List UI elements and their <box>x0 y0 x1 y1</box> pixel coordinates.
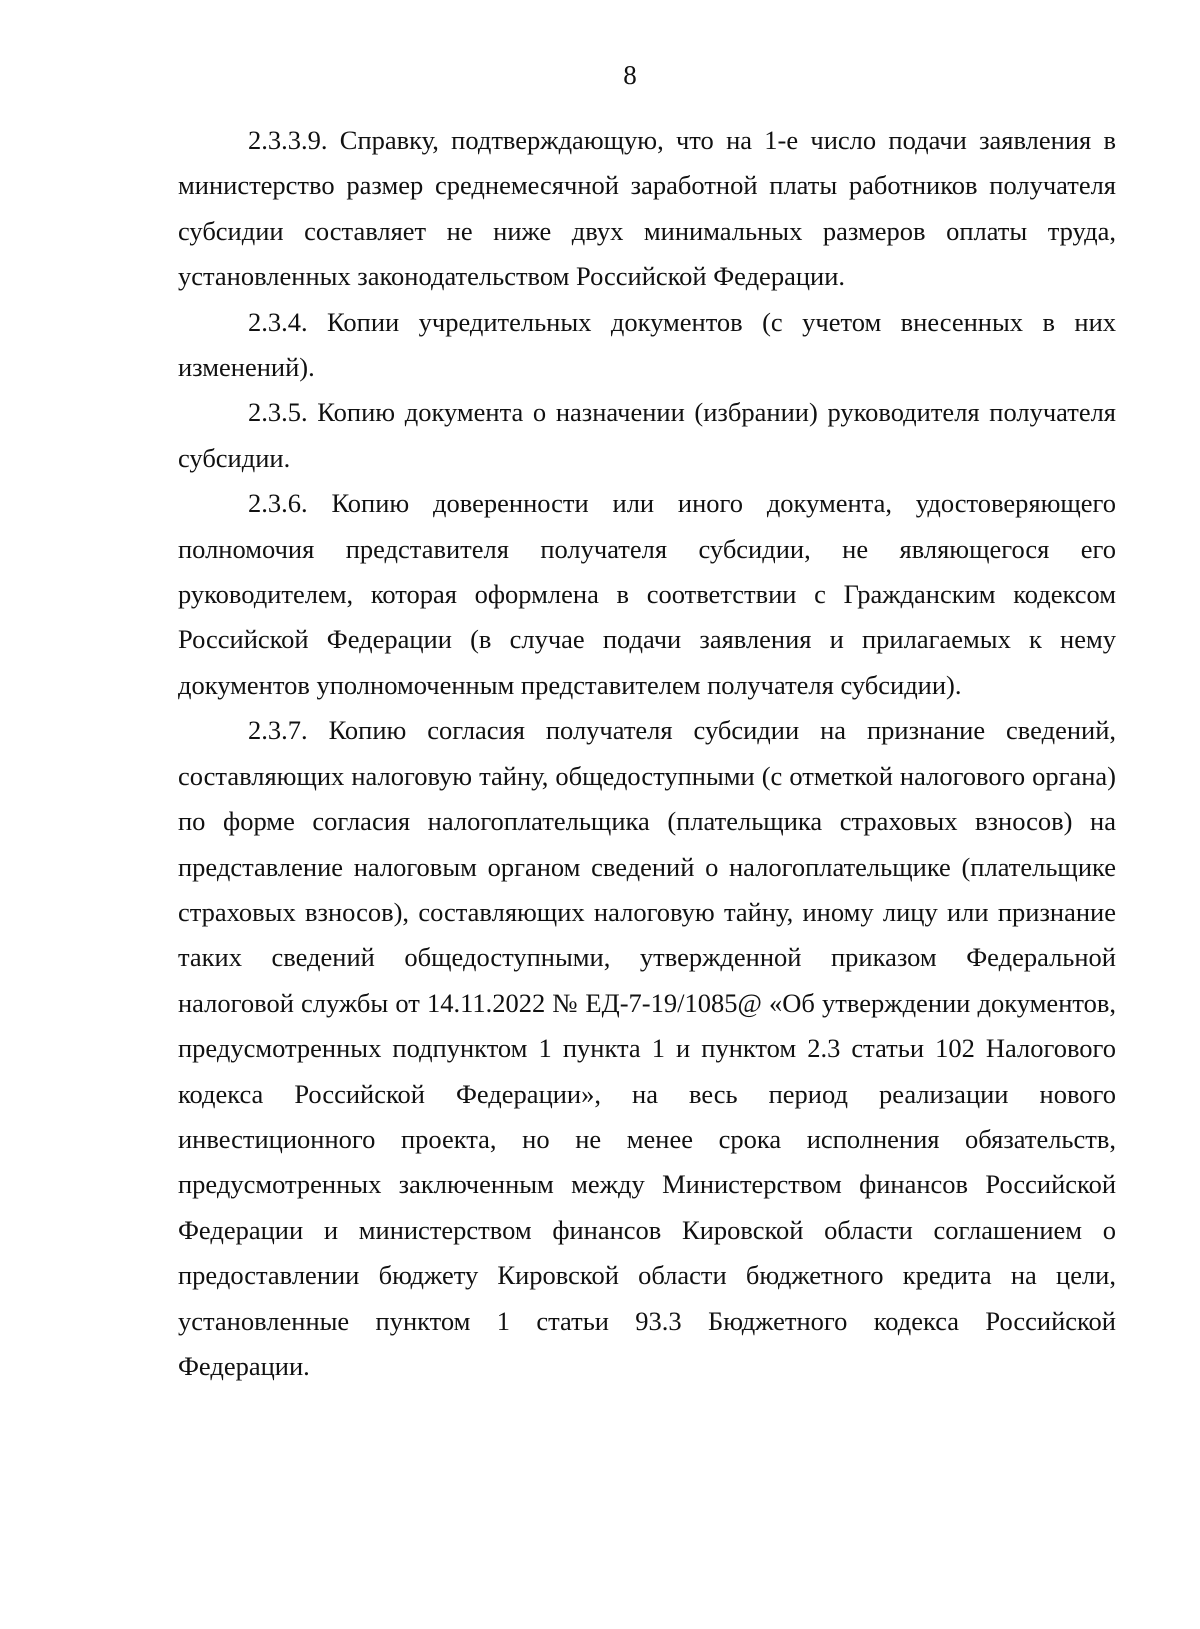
page-number: 8 <box>623 60 637 90</box>
paragraph-2-3-4: 2.3.4. Копии учредительных документов (с учетом внесенных в них изменений). <box>178 306 1116 383</box>
paragraph-2-3-3-9: 2.3.3.9. Справку, подтверждающую, что на 1-е число подачи заявления в министерство размер среднемесячной заработной платы работников получателя субсидии составляет не ниже двух минимальных размеров оплаты труда, установленных законодательством Российской Федерации. <box>178 125 1116 292</box>
document-body <box>178 118 1116 1389</box>
paragraph-2-3-6: 2.3.6. Копию доверенности или иного документа, удостоверяющего полномочия представителя получателя субсидии, не являющегося его руководителем, которая оформлена в соответствии с Гражданским кодексом Российской Федерации (в случае подачи заявления и прилагаемых к нему документов уполномоченным представителем получателя субсидии). <box>178 488 1116 700</box>
paragraph-2-3-7: 2.3.7. Копию согласия получателя субсидии на признание сведений, составляющих налоговую тайну, общедоступными (с отметкой налогового органа) по форме согласия налогоплательщика (плательщика страховых взносов) на представление налоговым органом сведений о налогоплательщике (плательщике страховых взносов), составляющих налоговую тайну, иному лицу или признание таких сведений общедоступными, утвержденной приказом Федеральной налоговой службы от 14.11.2022 № ЕД-7-19/1085@ «Об утверждении документов, предусмотренных подпунктом 1 пункта 1 и пунктом 2.3 статьи 102 Налогового кодекса Российской Федерации», на весь период реализации нового инвестиционного проекта, но не менее срока исполнения обязательств, предусмотренных заключенным между Министерством финансов Российской Федерации и министерством финансов Кировской области соглашением о предоставлении бюджету Кировской области бюджетного кредита на цели, установленные пунктом 1 статьи 93.3 Бюджетного кодекса Российской Федерации. <box>178 715 1116 1381</box>
paragraph-2-3-5: 2.3.5. Копию документа о назначении (избрании) руководителя получателя субсидии. <box>178 397 1116 473</box>
